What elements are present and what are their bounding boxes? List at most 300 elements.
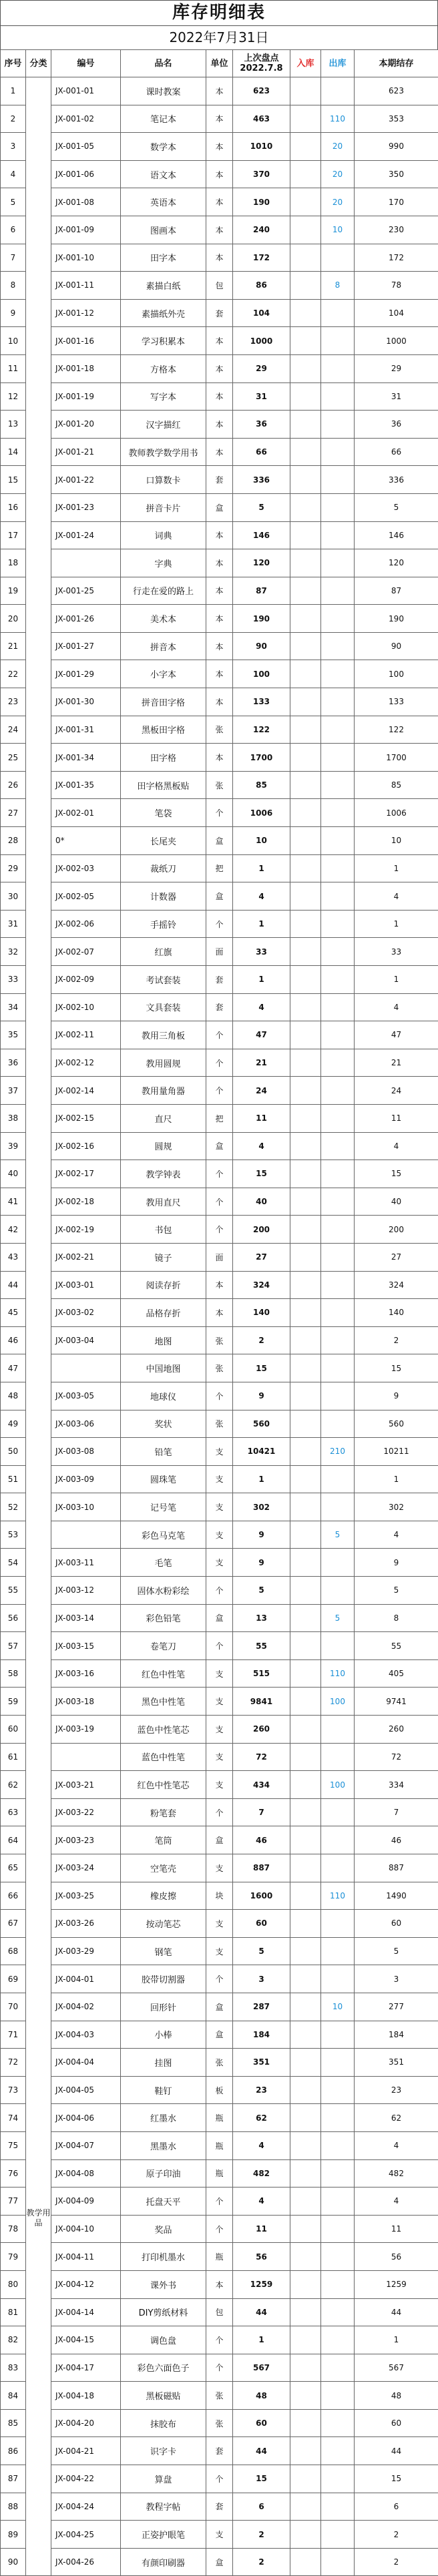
name-cell: 手摇铃 [121,910,206,938]
in-cell [290,799,321,827]
unit-cell: 本 [206,160,233,188]
table-row [1,160,438,188]
code-cell: JX-002-11 [51,1021,121,1049]
out-cell [321,1798,355,1826]
code-cell: JX-003-26 [51,1910,121,1938]
out-cell [321,1910,355,1938]
current-cell: 60 [355,2409,438,2437]
prev-cell: 146 [233,521,290,549]
seq-cell: 66 [1,1882,26,1910]
name-cell: DIY剪纸材料 [121,2298,206,2326]
seq-cell: 46 [1,1326,26,1354]
code-cell: JX-001-25 [51,577,121,605]
unit-cell: 个 [206,1577,233,1605]
current-cell: 1006 [355,799,438,827]
out-cell [321,549,355,577]
unit-cell: 本 [206,632,233,660]
code-cell: JX-001-22 [51,466,121,494]
name-cell: 黑板磁贴 [121,2382,206,2410]
code-cell: JX-003-01 [51,1271,121,1299]
code-cell: JX-004-21 [51,2437,121,2465]
out-cell [321,1354,355,1382]
seq-cell: 1 [1,77,26,105]
code-cell: JX-004-07 [51,2131,121,2159]
table-row [1,1549,438,1577]
out-cell [321,1716,355,1744]
name-cell: 教用直尺 [121,1188,206,1216]
prev-cell: 10421 [233,1438,290,1466]
out-cell [321,1021,355,1049]
in-cell [290,2159,321,2187]
table-row [1,466,438,494]
current-cell: 56 [355,2243,438,2271]
unit-cell: 个 [206,2326,233,2354]
out-cell [321,688,355,716]
name-cell: 拼音田字格 [121,688,206,716]
in-cell [290,1688,321,1716]
header-code: 编号 [51,50,121,77]
current-cell: 230 [355,216,438,244]
prev-cell: 56 [233,2243,290,2271]
name-cell: 镜子 [121,1243,206,1271]
in-cell [290,1382,321,1410]
in-cell [290,1354,321,1382]
out-cell [321,1160,355,1188]
in-cell [290,1826,321,1854]
current-cell: 21 [355,1049,438,1077]
out-cell [321,244,355,272]
seq-cell: 87 [1,2465,26,2493]
prev-cell: 7 [233,1798,290,1826]
out-cell [321,77,355,105]
unit-cell: 支 [206,1521,233,1549]
out-cell [321,1271,355,1299]
table-row [1,2076,438,2104]
unit-cell: 本 [206,411,233,439]
name-cell: 直尺 [121,1104,206,1132]
name-cell: 固体水粉彩绘 [121,1577,206,1605]
current-cell: 5 [355,1577,438,1605]
name-cell: 鞋钉 [121,2076,206,2104]
out-cell [321,2437,355,2465]
out-cell [321,1188,355,1216]
seq-cell: 26 [1,771,26,799]
seq-cell: 30 [1,882,26,911]
name-cell: 考试套装 [121,966,206,994]
table-row [1,1188,438,1216]
out-cell [321,938,355,966]
out-cell [321,2159,355,2187]
unit-cell: 包 [206,2298,233,2326]
unit-cell: 套 [206,993,233,1021]
current-cell: 40 [355,1188,438,1216]
table-row [1,1910,438,1938]
seq-cell: 36 [1,1049,26,1077]
current-cell: 27 [355,1243,438,1271]
table-row [1,77,438,105]
name-cell: 蓝色中性笔 [121,1743,206,1771]
current-cell: 623 [355,77,438,105]
out-cell [321,993,355,1021]
code-cell: 0* [51,827,121,855]
unit-cell: 张 [206,716,233,744]
name-cell: 长尾夹 [121,827,206,855]
seq-cell: 43 [1,1243,26,1271]
name-cell: 彩色马克笔 [121,1521,206,1549]
code-cell: JX-001-23 [51,493,121,521]
unit-cell: 盒 [206,2021,233,2049]
unit-cell: 盒 [206,1826,233,1854]
out-cell: 8 [321,272,355,300]
prev-cell: 33 [233,938,290,966]
code-cell: JX-001-29 [51,660,121,688]
name-cell: 笔筒 [121,1826,206,1854]
code-cell: JX-004-22 [51,2465,121,2493]
out-cell [321,466,355,494]
code-cell: JX-003-23 [51,1826,121,1854]
out-cell: 20 [321,133,355,161]
code-cell: JX-003-12 [51,1577,121,1605]
out-cell [321,1216,355,1244]
header-current: 本期结存 [355,50,438,77]
table-row [1,1132,438,1160]
in-cell [290,1299,321,1327]
in-cell [290,1160,321,1188]
in-cell [290,882,321,911]
out-cell: 110 [321,1659,355,1688]
seq-cell: 20 [1,605,26,633]
current-cell: 122 [355,716,438,744]
in-cell [290,2243,321,2271]
unit-cell: 盒 [206,827,233,855]
name-cell: 田字格 [121,744,206,772]
current-cell: 2 [355,2548,438,2576]
prev-cell: 6 [233,2493,290,2521]
name-cell: 素描白纸 [121,272,206,300]
prev-cell: 27 [233,1243,290,1271]
unit-cell: 个 [206,1160,233,1188]
unit-cell: 支 [206,2521,233,2549]
table-row [1,1104,438,1132]
prev-cell: 240 [233,216,290,244]
table-row [1,1354,438,1382]
seq-cell: 60 [1,1716,26,1744]
name-cell: 红色中性笔 [121,1659,206,1688]
out-cell [321,1965,355,1993]
in-cell [290,1743,321,1771]
unit-cell: 本 [206,660,233,688]
seq-cell: 53 [1,1521,26,1549]
name-cell: 记号笔 [121,1493,206,1521]
current-cell: 336 [355,466,438,494]
code-cell: JX-003-18 [51,1688,121,1716]
in-cell [290,105,321,133]
table-row [1,1854,438,1882]
name-cell: 小字本 [121,660,206,688]
out-cell [321,827,355,855]
header-category: 分类 [26,50,51,77]
table-row [1,910,438,938]
in-cell [290,660,321,688]
table-row [1,771,438,799]
in-cell [290,327,321,355]
seq-cell: 24 [1,716,26,744]
in-cell [290,466,321,494]
out-cell [321,2104,355,2132]
table-row [1,2548,438,2576]
unit-cell: 支 [206,1716,233,1744]
prev-cell: 4 [233,2187,290,2216]
seq-cell: 32 [1,938,26,966]
seq-cell: 88 [1,2493,26,2521]
prev-cell: 370 [233,160,290,188]
in-cell [290,493,321,521]
name-cell: 正姿护眼笔 [121,2521,206,2549]
unit-cell: 瓶 [206,2159,233,2187]
unit-cell: 本 [206,327,233,355]
header-unit: 单位 [206,50,233,77]
seq-cell: 18 [1,549,26,577]
code-cell: JX-004-06 [51,2104,121,2132]
code-cell [51,1521,121,1549]
name-cell: 书包 [121,1216,206,1244]
table-row [1,2382,438,2410]
seq-cell: 76 [1,2159,26,2187]
seq-cell: 68 [1,1937,26,1965]
table-row [1,1937,438,1965]
seq-cell: 69 [1,1965,26,1993]
name-cell: 词典 [121,521,206,549]
prev-cell: 9841 [233,1688,290,1716]
code-cell: JX-002-18 [51,1188,121,1216]
in-cell [290,1216,321,1244]
unit-cell: 个 [206,1382,233,1410]
name-cell: 裁纸刀 [121,854,206,882]
out-cell [321,2382,355,2410]
unit-cell: 盒 [206,1132,233,1160]
out-cell [321,354,355,382]
table-row [1,1410,438,1438]
in-cell [290,1438,321,1466]
prev-cell: 9 [233,1521,290,1549]
current-cell: 5 [355,1937,438,1965]
code-cell: JX-002-01 [51,799,121,827]
current-cell: 11 [355,2215,438,2243]
current-cell: 277 [355,1993,438,2021]
out-cell [321,1243,355,1271]
out-cell [321,744,355,772]
in-cell [290,938,321,966]
seq-cell: 2 [1,105,26,133]
header-seq: 序号 [1,50,26,77]
code-cell: JX-003-14 [51,1604,121,1632]
unit-cell: 套 [206,2493,233,2521]
prev-cell: 190 [233,188,290,216]
name-cell: 教用量角器 [121,1077,206,1105]
code-cell: JX-004-03 [51,2021,121,2049]
table-row [1,2326,438,2354]
unit-cell: 本 [206,2270,233,2298]
unit-cell: 支 [206,1937,233,1965]
code-cell: JX-003-22 [51,1798,121,1826]
code-cell: JX-001-21 [51,438,121,466]
prev-cell: 1 [233,1465,290,1493]
in-cell [290,993,321,1021]
name-cell: 奖状 [121,1410,206,1438]
seq-cell: 84 [1,2382,26,2410]
table-row [1,299,438,327]
code-cell: JX-001-06 [51,160,121,188]
unit-cell: 个 [206,1632,233,1660]
code-cell: JX-004-05 [51,2076,121,2104]
seq-cell: 25 [1,744,26,772]
table-row [1,1326,438,1354]
inventory-table [0,49,438,2576]
table-row [1,2437,438,2465]
seq-cell: 49 [1,1410,26,1438]
in-cell [290,521,321,549]
in-cell [290,2437,321,2465]
seq-cell: 51 [1,1465,26,1493]
current-cell: 146 [355,521,438,549]
name-cell: 毛笔 [121,1549,206,1577]
table-row [1,1688,438,1716]
name-cell: 教用圆规 [121,1049,206,1077]
prev-cell: 3 [233,1965,290,1993]
current-cell: 190 [355,605,438,633]
in-cell [290,2521,321,2549]
table-row [1,1632,438,1660]
code-cell: JX-002-21 [51,1243,121,1271]
code-cell: JX-001-19 [51,382,121,411]
current-cell: 4 [355,882,438,911]
code-cell: JX-002-15 [51,1104,121,1132]
in-cell [290,77,321,105]
unit-cell: 套 [206,2437,233,2465]
unit-cell: 个 [206,2187,233,2216]
seq-cell: 54 [1,1549,26,1577]
code-cell: JX-003-19 [51,1716,121,1744]
table-row [1,716,438,744]
in-cell [290,2382,321,2410]
out-cell [321,1382,355,1410]
table-row [1,2104,438,2132]
code-cell: JX-004-02 [51,1993,121,2021]
out-cell [321,2131,355,2159]
in-cell [290,910,321,938]
table-row [1,2298,438,2326]
table-row [1,1216,438,1244]
current-cell: 15 [355,1160,438,1188]
unit-cell: 张 [206,1410,233,1438]
name-cell: 粉笔套 [121,1798,206,1826]
code-cell: JX-003-11 [51,1549,121,1577]
seq-cell: 33 [1,966,26,994]
table-row [1,2021,438,2049]
current-cell: 90 [355,632,438,660]
code-cell: JX-002-09 [51,966,121,994]
table-row [1,2131,438,2159]
current-cell: 482 [355,2159,438,2187]
prev-cell: 44 [233,2298,290,2326]
unit-cell: 套 [206,966,233,994]
seq-cell: 56 [1,1604,26,1632]
prev-cell: 351 [233,2049,290,2077]
prev-cell: 1010 [233,133,290,161]
seq-cell: 73 [1,2076,26,2104]
code-cell: JX-002-07 [51,938,121,966]
prev-cell: 1 [233,2326,290,2354]
code-cell: JX-001-30 [51,688,121,716]
seq-cell: 79 [1,2243,26,2271]
table-row [1,2159,438,2187]
prev-cell: 122 [233,716,290,744]
current-cell: 7 [355,1798,438,1826]
code-cell: JX-001-10 [51,244,121,272]
name-cell: 空笔壳 [121,1854,206,1882]
in-cell [290,2104,321,2132]
code-cell: JX-001-31 [51,716,121,744]
unit-cell: 张 [206,1354,233,1382]
table-row [1,354,438,382]
name-cell: 奖品 [121,2215,206,2243]
table-row [1,2493,438,2521]
prev-cell: 66 [233,438,290,466]
current-cell: 350 [355,160,438,188]
code-cell: JX-002-03 [51,854,121,882]
prev-cell: 200 [233,1216,290,1244]
out-cell [321,1632,355,1660]
name-cell: 拼音卡片 [121,493,206,521]
seq-cell: 61 [1,1743,26,1771]
unit-cell: 支 [206,1549,233,1577]
prev-cell: 60 [233,2409,290,2437]
header-name: 品名 [121,50,206,77]
code-cell: JX-003-05 [51,1382,121,1410]
in-cell [290,1410,321,1438]
out-cell [321,2354,355,2382]
out-cell [321,882,355,911]
name-cell: 胶带切割器 [121,1965,206,1993]
code-cell: JX-004-20 [51,2409,121,2437]
prev-cell: 11 [233,2215,290,2243]
seq-cell: 38 [1,1104,26,1132]
seq-cell: 64 [1,1826,26,1854]
category-cell: 教学用品 [26,77,51,2576]
out-cell [321,854,355,882]
in-cell [290,2270,321,2298]
name-cell: 汉字描红 [121,411,206,439]
in-cell [290,1854,321,1882]
in-cell [290,2187,321,2216]
prev-cell: 184 [233,2021,290,2049]
seq-cell: 5 [1,188,26,216]
unit-cell: 盒 [206,1993,233,2021]
code-cell: JX-002-12 [51,1049,121,1077]
table-row [1,1021,438,1049]
table-row [1,521,438,549]
table-row [1,1160,438,1188]
unit-cell: 面 [206,1243,233,1271]
name-cell: 圆珠笔 [121,1465,206,1493]
current-cell: 2 [355,1326,438,1354]
out-cell [321,299,355,327]
in-cell [290,1326,321,1354]
table-row [1,688,438,716]
prev-cell: 172 [233,244,290,272]
seq-cell: 67 [1,1910,26,1938]
sheet-date: 2022年7月31日 [0,25,438,49]
